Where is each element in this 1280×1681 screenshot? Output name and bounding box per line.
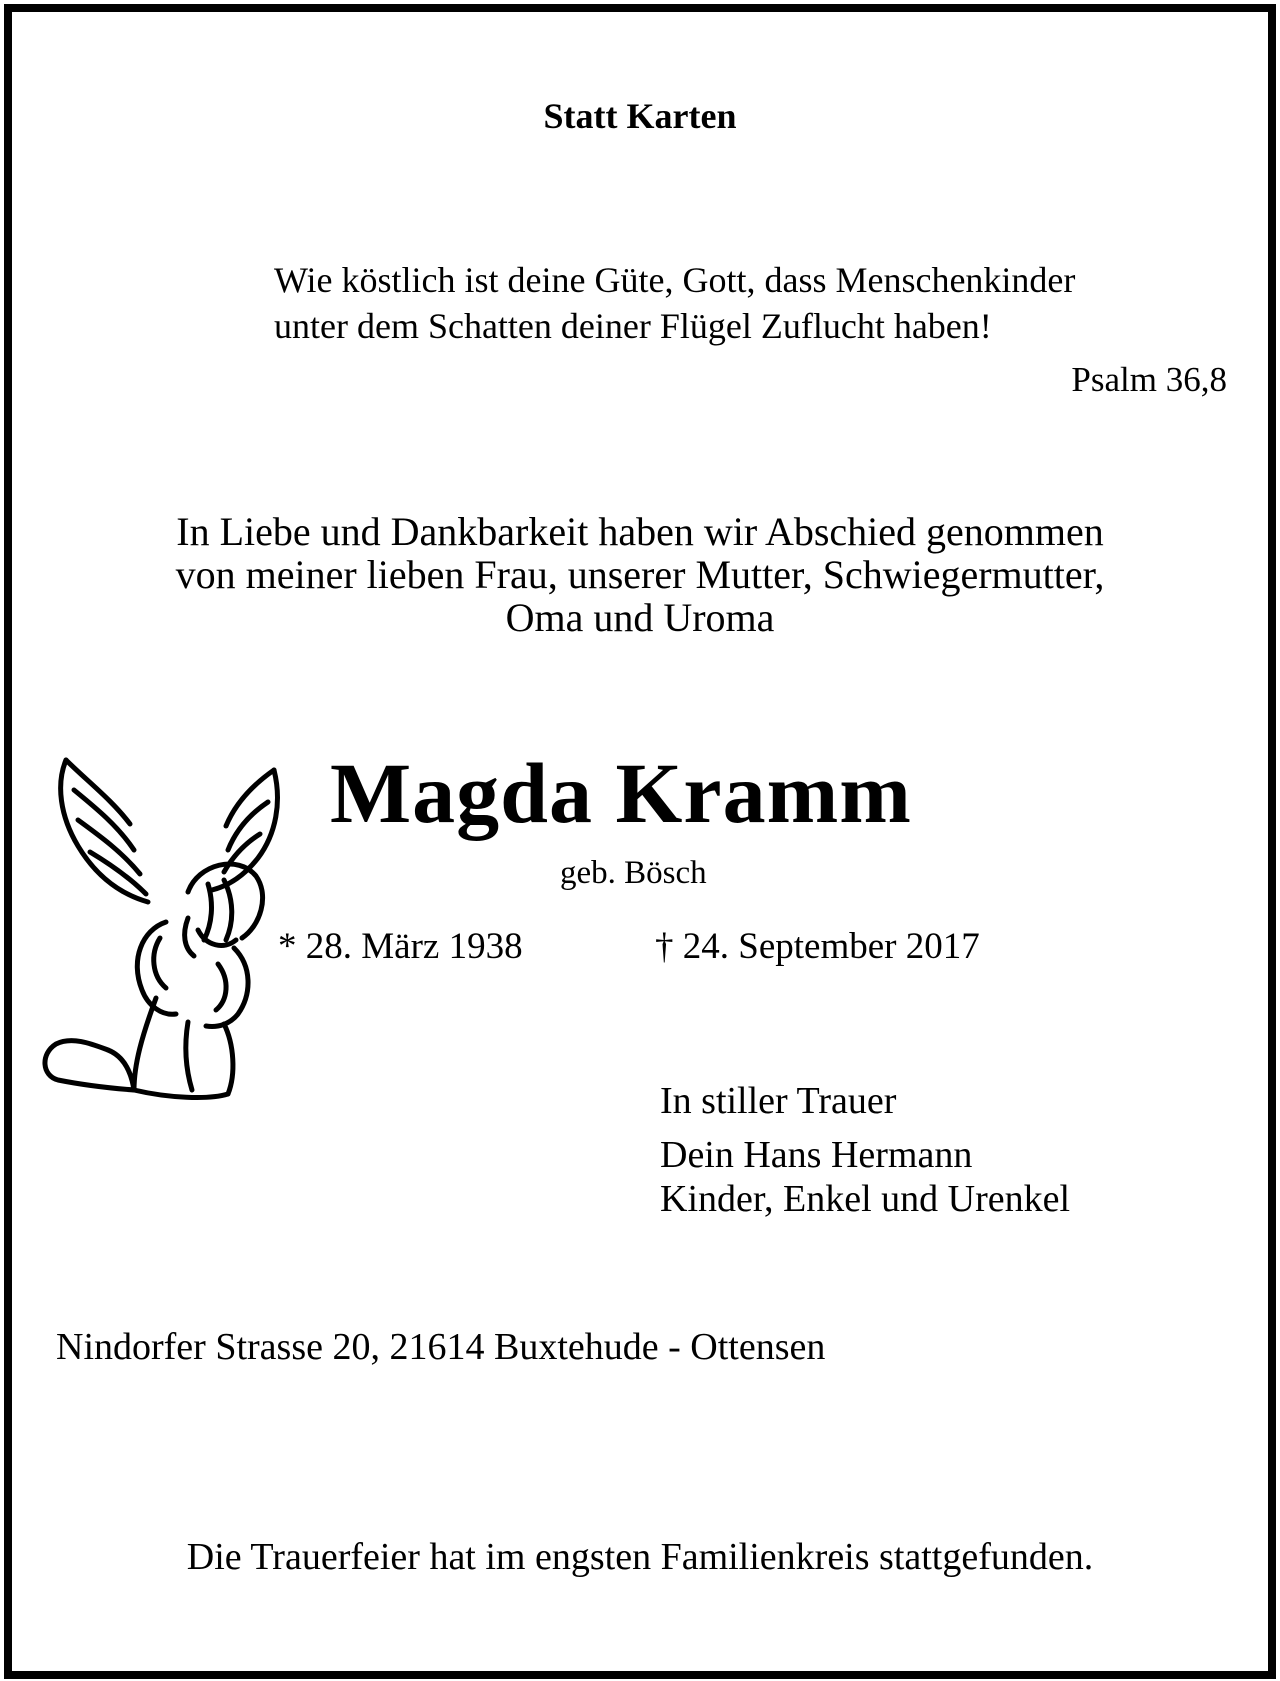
birth-date: * 28. März 1938: [278, 926, 523, 967]
bible-verse-line: unter dem Schatten deiner Flügel Zuflucht haben!: [274, 306, 992, 346]
death-date: † 24. September 2017: [655, 926, 980, 967]
farewell-intro: [0, 510, 1280, 639]
maiden-name: geb. Bösch: [560, 855, 707, 891]
bible-verse-reference: Psalm 36,8: [1071, 360, 1227, 399]
bible-verse: [274, 257, 1075, 349]
mourner-line: Dein Hans Hermann: [660, 1134, 973, 1176]
address: Nindorfer Strasse 20, 21614 Buxtehude - Ottensen: [56, 1326, 826, 1368]
farewell-intro-line: Oma und Uroma: [505, 595, 775, 640]
mourner-line: Kinder, Enkel und Urenkel: [660, 1178, 1071, 1220]
farewell-intro-line: von meiner lieben Frau, unserer Mutter, Schwiegermutter,: [175, 552, 1105, 597]
mourners-intro: In stiller Trauer: [660, 1080, 897, 1122]
farewell-intro-line: In Liebe und Dankbarkeit haben wir Abschied genommen: [176, 509, 1104, 554]
notice-header: Statt Karten: [543, 96, 737, 136]
angel-icon: [38, 754, 288, 1110]
ceremony-note: Die Trauerfeier hat im engsten Familienkreis stattgefunden.: [186, 1536, 1094, 1578]
mourners-list: [660, 1133, 1070, 1221]
bible-verse-line: Wie köstlich ist deine Güte, Gott, dass Menschenkinder: [274, 260, 1076, 300]
deceased-name: Magda Kramm: [330, 745, 912, 841]
